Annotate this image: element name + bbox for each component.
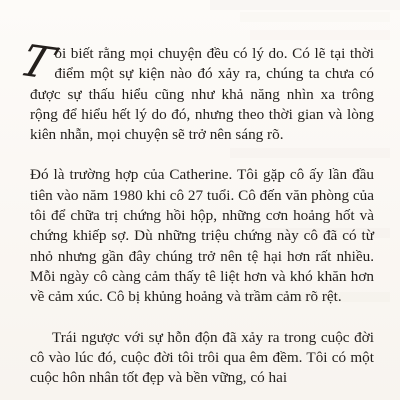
paragraph-1 <box>13 35 374 145</box>
body-text <box>13 35 374 388</box>
paragraph-3: Trái ngược với sự hỗn độn đã xảy ra trong cuộc đời cô vào lúc đó, cuộc đời tôi trôi qua êm đềm. Tôi có một cuộc hôn nhân tốt đẹp và bền vững, có hai <box>30 328 374 387</box>
drop-cap: T <box>13 35 61 90</box>
paragraph-1-text: ôi biết rằng mọi chuyện đều có lý do. Có lẽ tại thời điểm một sự kiện nào đó xảy ra, chúng ta chưa có được sự thấu hiểu cũng như khả năng nhìn xa trông rộng để hiểu hết lý do đó, nhưng theo thời gian và lòng kiên nhẫn, mọi chuyện sẽ trở nên sáng rõ. <box>30 45 374 144</box>
paragraph-2: Đó là trường hợp của Catherine. Tôi gặp cô ấy lần đầu tiên vào năm 1980 khi cô 27 tuổi. Cô đến văn phòng của tôi để chữa trị chứng hồi hộp, những cơn hoảng hốt và chứng khiếp sợ. Dù những triệu chứng này cô đã có từ nhỏ nhưng gần đây chúng trở nên tệ hại hơn rất nhiều. Mỗi ngày cô càng cảm thấy tê liệt hơn và khó khăn hơn về cảm xúc. Cô bị khủng hoảng và trầm cảm rõ rệt. <box>30 166 374 306</box>
